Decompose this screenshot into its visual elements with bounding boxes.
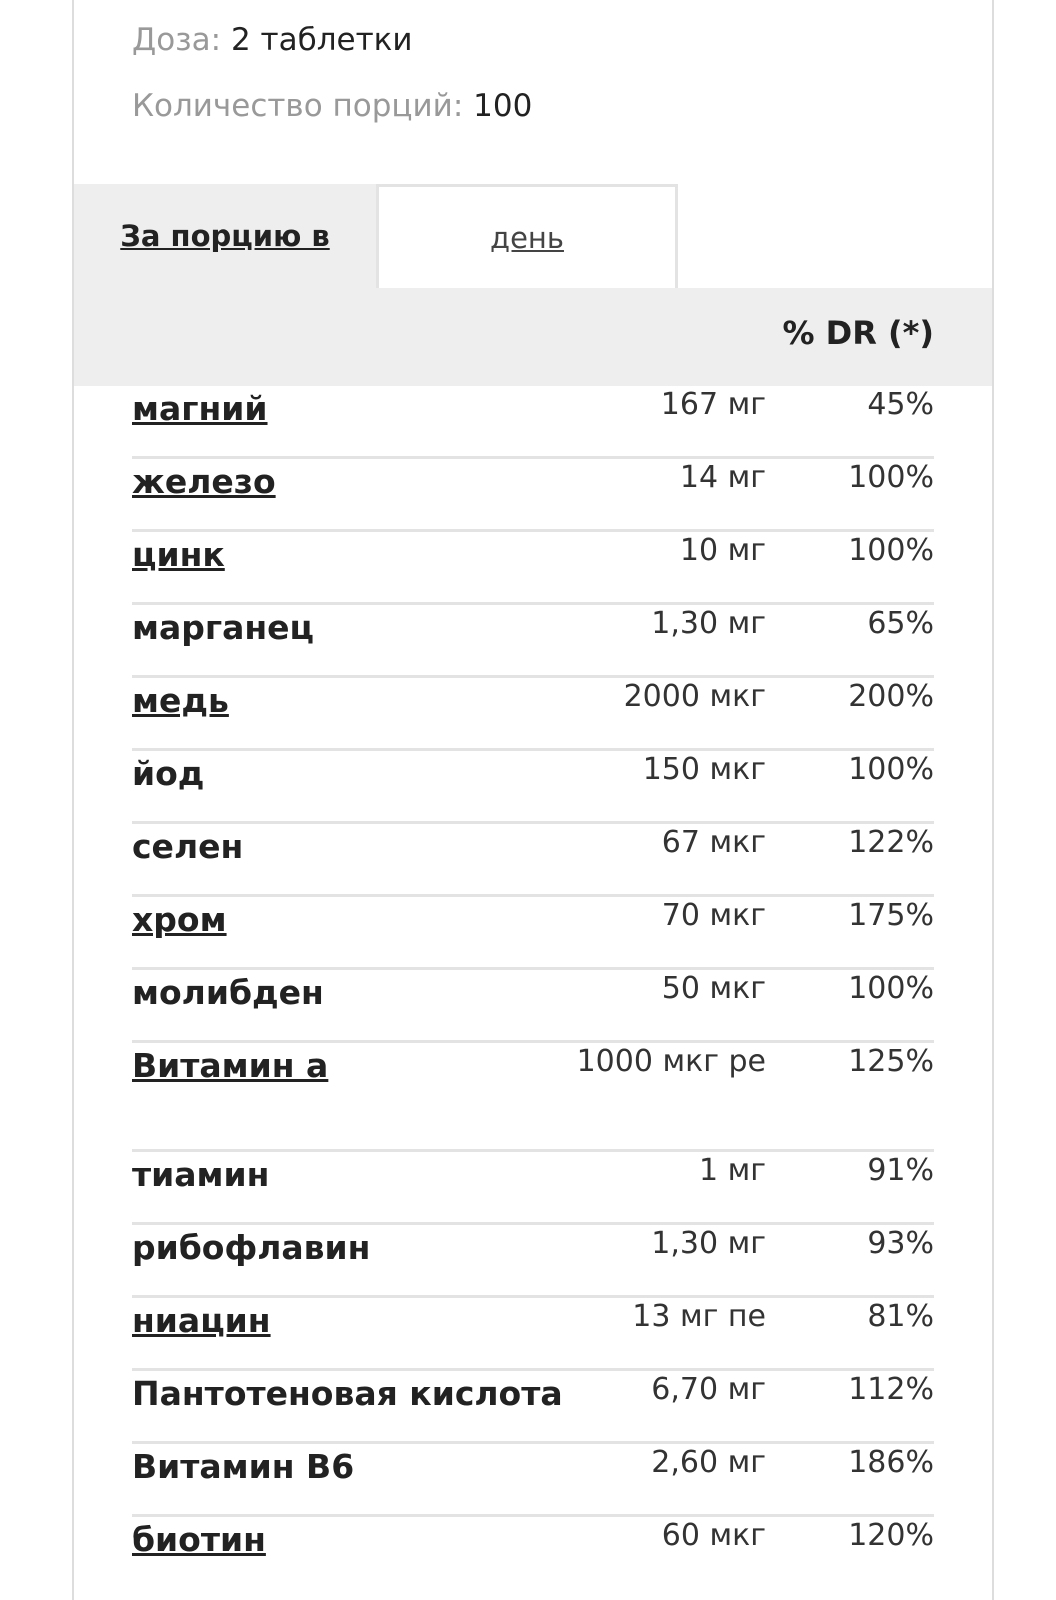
nutrient-amount: 1,30 мг [651,1226,766,1261]
nutrient-row [132,605,934,678]
nutrient-name: йод [132,754,205,793]
tab-per-serving[interactable]: За порцию в [74,184,376,288]
nutrient-dr-percent: 65% [867,606,934,641]
nutrient-name: Пантотеновая кислота [132,1374,563,1413]
table-header [74,288,992,386]
nutrient-row [132,532,934,605]
nutrient-name: селен [132,827,244,866]
nutrient-name[interactable]: Витамин а [132,1046,329,1085]
nutrient-amount: 6,70 мг [651,1372,766,1407]
nutrient-amount: 1 мг [698,1153,766,1188]
nutrient-dr-percent: 125% [848,1044,934,1079]
nutrient-dr-percent: 93% [867,1226,934,1261]
nutrient-amount: 13 мг пе [632,1299,766,1334]
nutrient-row [132,751,934,824]
nutrient-table [132,386,934,1590]
nutrient-row [132,1371,934,1444]
nutrient-dr-percent: 100% [848,533,934,568]
nutrient-amount: 167 мг [660,387,766,422]
nutrient-dr-percent: 100% [848,752,934,787]
nutrient-dr-percent: 200% [848,679,934,714]
nutrient-amount: 14 мг [679,460,766,495]
nutrient-name[interactable]: хром [132,900,227,939]
nutrient-name: Витамин B6 [132,1447,355,1486]
nutrient-name[interactable]: медь [132,681,229,720]
dr-column-header: % DR (*) [782,314,934,352]
dose-value: 2 таблетки [230,22,413,58]
nutrient-name: марганец [132,608,315,647]
nutrient-dr-percent: 175% [848,898,934,933]
tab-per-day[interactable]: день [376,184,678,288]
servings-label: Количество порций: [132,88,464,124]
nutrient-dr-percent: 100% [848,971,934,1006]
nutrient-row [132,386,934,459]
nutrient-amount: 50 мкг [661,971,766,1006]
servings-line [132,88,532,124]
nutrient-row [132,1043,934,1152]
nutrient-dr-percent: 122% [848,825,934,860]
nutrient-amount: 1000 мкг ре [576,1044,766,1079]
nutrient-name[interactable]: биотин [132,1520,266,1559]
nutrient-dr-percent: 112% [848,1372,934,1407]
nutrient-dr-percent: 91% [867,1153,934,1188]
nutrient-amount: 67 мкг [661,825,766,860]
nutrient-name[interactable]: железо [132,462,276,501]
dose-line [132,22,413,58]
nutrient-row [132,1517,934,1590]
nutrient-name: тиамин [132,1155,270,1194]
nutrient-row [132,678,934,751]
nutrient-row [132,459,934,532]
nutrient-amount: 70 мкг [661,898,766,933]
nutrient-dr-percent: 100% [848,460,934,495]
serving-tabs [74,184,992,288]
nutrient-row [132,1152,934,1225]
nutrient-amount: 2,60 мг [651,1445,766,1480]
nutrient-amount: 2000 мкг [623,679,766,714]
nutrient-name[interactable]: цинк [132,535,225,574]
nutrient-row [132,970,934,1043]
nutrient-row [132,1225,934,1298]
nutrition-facts-card [72,0,994,1600]
nutrient-amount: 1,30 мг [651,606,766,641]
nutrient-dr-percent: 45% [867,387,934,422]
nutrient-dr-percent: 186% [848,1445,934,1480]
nutrient-row [132,1444,934,1517]
nutrient-name: молибден [132,973,324,1012]
dose-label: Доза: [132,22,222,58]
nutrient-name[interactable]: ниацин [132,1301,271,1340]
nutrient-amount: 60 мкг [661,1518,766,1553]
nutrient-row [132,1298,934,1371]
nutrient-amount: 150 мкг [642,752,766,787]
nutrient-name: рибофлавин [132,1228,371,1267]
nutrient-dr-percent: 120% [848,1518,934,1553]
nutrient-amount: 10 мг [679,533,766,568]
nutrient-dr-percent: 81% [867,1299,934,1334]
nutrient-name[interactable]: магний [132,389,268,428]
nutrient-row [132,824,934,897]
servings-value: 100 [473,88,533,124]
nutrient-row [132,897,934,970]
